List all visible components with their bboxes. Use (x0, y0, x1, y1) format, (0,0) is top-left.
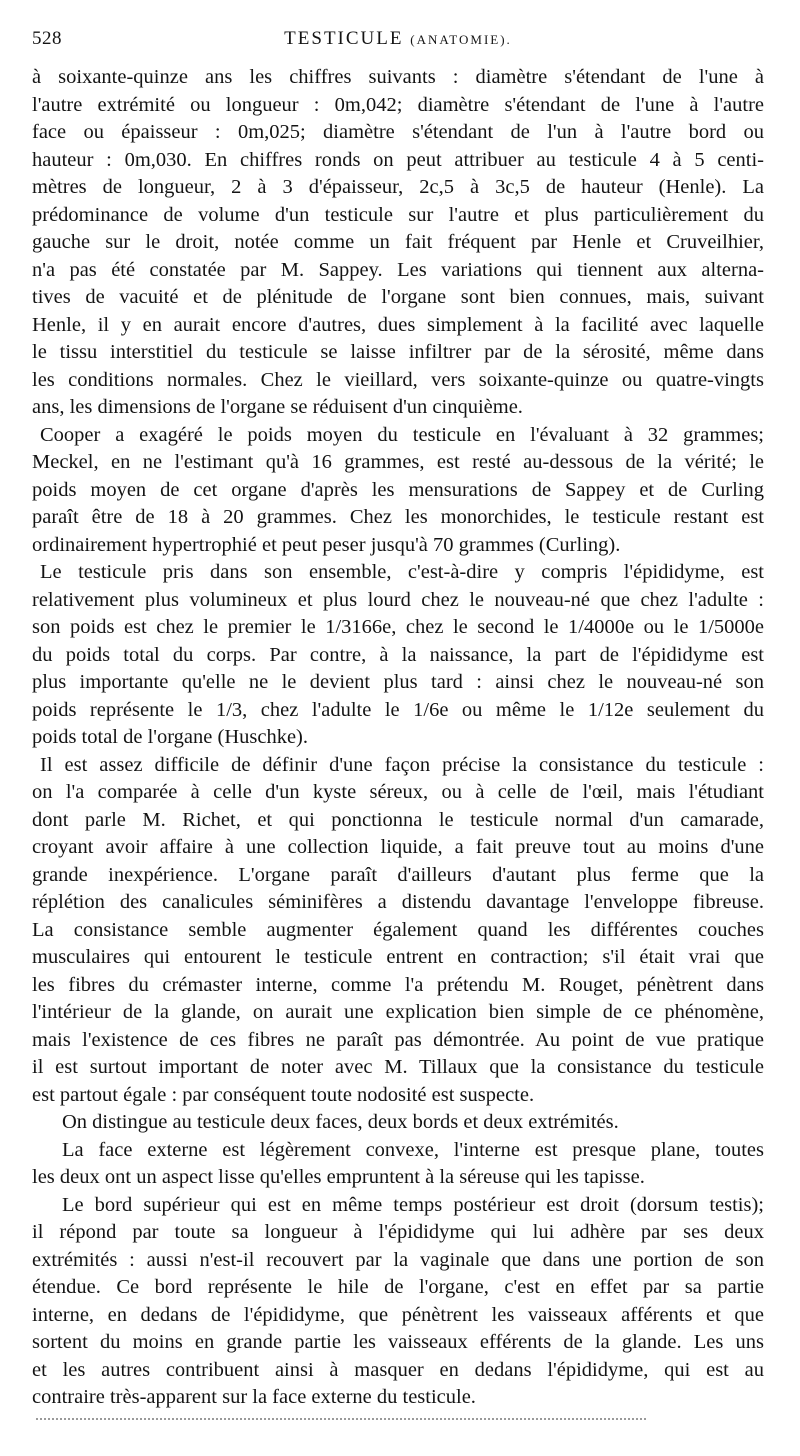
text-line: à soixante-quinze ans les chiffres suivants : diamètre s'étendant de l'une à (32, 66, 764, 88)
text-line: La consistance semble augmenter également quand les différentes couches (32, 918, 764, 941)
book-page (32, 0, 764, 1456)
text-line: son poids est chez le premier le 1/3166e, chez le second le 1/4000e ou le 1/5000e (32, 616, 764, 638)
text-line: et les autres contribuent ainsi à masquer en dedans l'épididyme, qui est au (32, 1358, 764, 1381)
text-line: est partout égale : par conséquent toute nodosité est suspecte. (32, 1083, 535, 1106)
text-line: ans, les dimensions de l'organe se réduisent d'un cinquième. (32, 396, 523, 418)
text-line: mais l'existence de ces fibres ne paraît pas démontrée. Au point de vue pratique (32, 1028, 764, 1051)
text-line: Cooper a exagéré le poids moyen du testicule en l'évaluant à 32 grammes; (40, 423, 764, 446)
page-header (32, 28, 764, 58)
text-line: Henle, il y en aurait encore d'autres, dues simplement à la facilité avec laquelle (32, 313, 764, 336)
text-line: l'intérieur de la glande, on aurait une explication bien simple de ce phénomène, (32, 1001, 764, 1023)
text-line: il est surtout important de noter avec M. Tillaux que la consistance du testicule (32, 1056, 764, 1078)
text-line: contraire très-apparent sur la face externe du testicule. (32, 1386, 476, 1408)
text-line: tives de vacuité et de plénitude de l'organe sont bien connues, mais, suivant (32, 286, 764, 308)
text-line: grande inexpérience. L'organe paraît d'ailleurs d'autant plus ferme que la (32, 863, 764, 886)
text-line: on l'a comparée à celle d'un kyste séreux, ou à celle de l'œil, mais l'étudiant (32, 781, 764, 803)
text-line: On distingue au testicule deux faces, deux bords et deux extrémités. (62, 1111, 619, 1133)
running-title-paren: (ANATOMIE). (410, 32, 512, 47)
text-line: face ou épaisseur : 0m,025; diamètre s'étendant de l'un à l'autre bord ou (32, 121, 764, 143)
text-line: interne, en dedans de l'épididyme, que pénètrent les vaisseaux afférents et que (32, 1303, 764, 1326)
text-line: sortent du moins en grande partie les vaisseaux efférents de la glande. Les uns (32, 1331, 764, 1353)
text-line: extrémités : aussi n'est-il recouvert par la vaginale que dans une portion de son (32, 1248, 764, 1271)
running-title-main: TESTICULE (284, 28, 404, 49)
text-line: hauteur : 0m,030. En chiffres ronds on peut attribuer au testicule 4 à 5 centi- (32, 148, 764, 171)
text-line: étendue. Ce bord représente le hile de l'organe, c'est en effet par sa partie (32, 1276, 764, 1298)
footer-rule (36, 1418, 646, 1420)
text-line: du poids total du corps. Par contre, à la naissance, la part de l'épididyme est (32, 643, 764, 666)
text-line: croyant avoir affaire à une collection liquide, a fait preuve tout au moins d'une (32, 836, 764, 858)
text-line: les fibres du crémaster interne, comme l'a prétendu M. Rouget, pénètrent dans (32, 973, 764, 996)
text-line: musculaires qui entourent le testicule entrent en contraction; s'il était vrai que (32, 946, 764, 968)
running-title (32, 28, 764, 50)
text-line: La face externe est légèrement convexe, l'interne est presque plane, toutes (62, 1138, 764, 1161)
text-line: mètres de longueur, 2 à 3 d'épaisseur, 2c,5 à 3c,5 de hauteur (Henle). La (32, 176, 764, 198)
text-line: Meckel, en ne l'estimant qu'à 16 grammes, est resté au-dessous de la vérité; le (32, 451, 764, 473)
text-line: Il est assez difficile de définir d'une façon précise la consistance du testicule : (40, 753, 764, 776)
text-line: Le bord supérieur qui est en même temps postérieur est droit (dorsum testis); (62, 1193, 764, 1216)
text-line: relativement plus volumineux et plus lourd chez le nouveau-né que chez l'adulte : (32, 588, 764, 611)
text-line: réplétion des canalicules séminifères a distendu davantage l'enveloppe fibreuse. (32, 891, 764, 913)
text-line: plus importante qu'elle ne le devient plus tard : ainsi chez le nouveau-né son (32, 671, 764, 693)
text-line: ordinairement hypertrophié et peut peser jusqu'à 70 grammes (Curling). (32, 533, 621, 556)
body-text (32, 64, 764, 1412)
text-line: les deux ont un aspect lisse qu'elles empruntent à la séreuse qui les tapisse. (32, 1166, 645, 1188)
text-line: poids total de l'organe (Huschke). (32, 726, 309, 748)
text-line: gauche sur le droit, notée comme un fait fréquent par Henle et Cruveilhier, (32, 231, 764, 253)
text-line: il répond par toute sa longueur à l'épididyme qui lui adhère par ses deux (32, 1221, 764, 1243)
text-line: l'autre extrémité ou longueur : 0m,042; diamètre s'étendant de l'une à l'autre (32, 93, 764, 116)
text-line: poids représente le 1/3, chez l'adulte le 1/6e ou même le 1/12e seulement du (32, 698, 764, 721)
text-line: les conditions normales. Chez le vieillard, vers soixante-quinze ou quatre-vingts (32, 368, 764, 391)
text-line: paraît être de 18 à 20 grammes. Chez les monorchides, le testicule restant est (32, 506, 764, 528)
text-line: le tissu interstitiel du testicule se laisse infiltrer par de la sérosité, même dans (32, 341, 764, 363)
text-line: prédominance de volume d'un testicule sur l'autre et plus particulièrement du (32, 203, 764, 226)
text-line: Le testicule pris dans son ensemble, c'est-à-dire y compris l'épididyme, est (40, 561, 764, 583)
text-line: poids moyen de cet organe d'après les mensurations de Sappey et de Curling (32, 478, 764, 501)
text-line: n'a pas été constatée par M. Sappey. Les variations qui tiennent aux alterna- (32, 258, 764, 281)
text-line: dont parle M. Richet, et qui ponctionna le testicule normal d'un camarade, (32, 808, 764, 831)
page-number: 528 (32, 28, 62, 49)
